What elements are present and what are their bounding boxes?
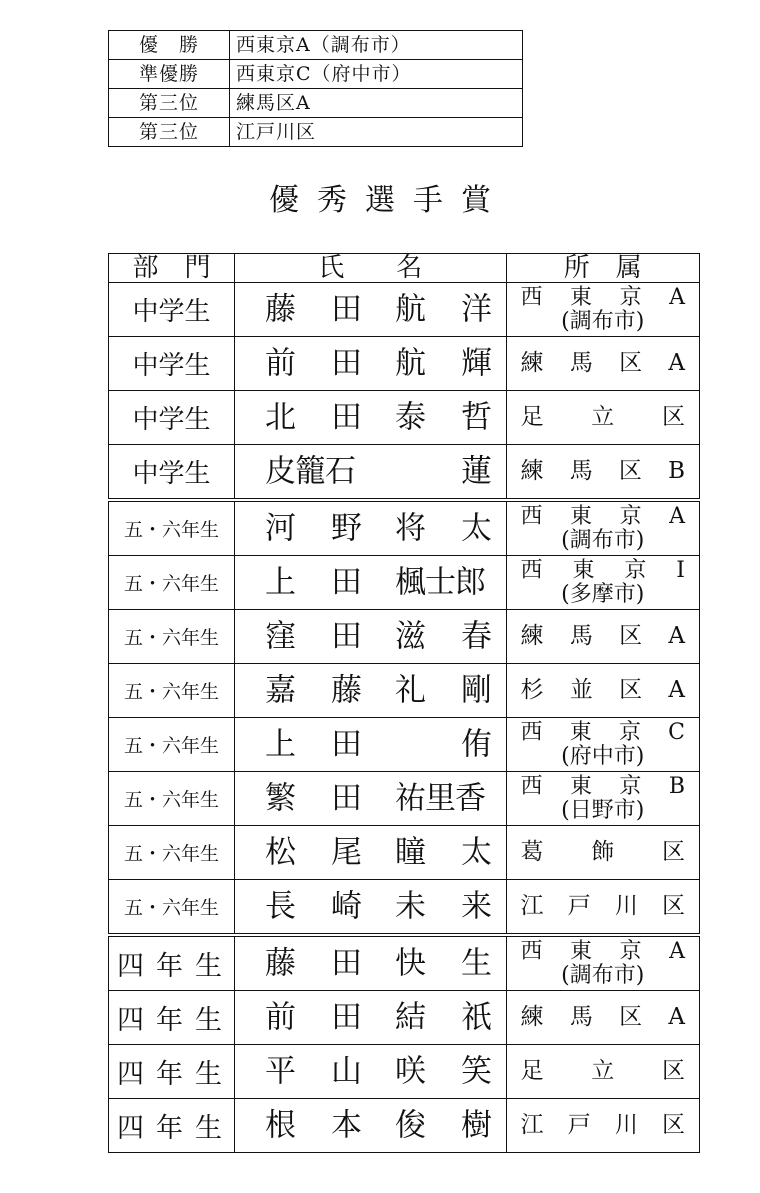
name-cell: [235, 935, 507, 991]
affiliation-cell: [506, 935, 699, 991]
division-cell: 五・六年生: [109, 610, 235, 664]
name-part: 快: [395, 945, 426, 981]
name-part: 太: [461, 834, 492, 870]
name-part: 松: [265, 834, 296, 870]
name-cell: [235, 664, 507, 718]
results-table: [108, 30, 523, 147]
name-part: 繁: [265, 780, 296, 816]
award-row: [109, 718, 700, 772]
division-cell: 五・六年生: [109, 880, 235, 936]
name-part: 長: [265, 888, 296, 924]
affiliation-cell: 葛飾区: [506, 826, 699, 880]
affiliation-cell: [506, 556, 699, 610]
affiliation-cell: 練馬区A: [506, 337, 699, 391]
award-row: [109, 1099, 700, 1153]
name-part: 祐里香: [395, 780, 485, 816]
affiliation-line2: (調布市): [561, 308, 645, 334]
name-part: 航: [395, 291, 426, 327]
name-cell: [235, 391, 507, 445]
affiliation-line1: 西東京A: [520, 939, 685, 965]
award-title: 優秀選手賞: [269, 183, 509, 218]
division-cell: 中学生: [109, 283, 235, 337]
affiliation-cell: 足立区: [506, 391, 699, 445]
name-cell: [235, 826, 507, 880]
division-cell: 中学生: [109, 391, 235, 445]
name-part: 航: [395, 345, 426, 381]
name-part: 崎: [331, 888, 362, 924]
affiliation-header: 所 属: [506, 254, 699, 283]
affiliation-line2: (調布市): [561, 962, 645, 988]
name-part: 笑: [461, 1053, 492, 1089]
name-part: 咲: [395, 1053, 426, 1089]
division-cell: 五・六年生: [109, 772, 235, 826]
name-part: 尾: [331, 834, 362, 870]
division-cell: 五・六年生: [109, 664, 235, 718]
results-row: [109, 60, 523, 89]
name-part: 田: [331, 291, 362, 327]
name-header: 氏 名: [235, 254, 507, 283]
division-cell: 四年生: [109, 1045, 235, 1099]
name-part: 礼: [395, 672, 426, 708]
award-row: [109, 337, 700, 391]
name-part: 嘉: [265, 672, 296, 708]
name-part: 輝: [461, 345, 492, 381]
name-part: 田: [331, 345, 362, 381]
name-cell: [235, 610, 507, 664]
name-cell: [235, 1045, 507, 1099]
name-part: 田: [331, 399, 362, 435]
name-cell: [235, 718, 507, 772]
name-part: 前: [265, 999, 296, 1035]
team-cell: 西東京A（調布市）: [230, 31, 523, 60]
name-part: 泰: [395, 399, 426, 435]
name-cell: [235, 283, 507, 337]
award-row: [109, 283, 700, 337]
awards-table: [108, 253, 700, 1153]
name-cell: [235, 1099, 507, 1153]
affiliation-line2: (多摩市): [561, 581, 645, 607]
division-cell: 中学生: [109, 337, 235, 391]
name-part: 剛: [461, 672, 492, 708]
name-part: 藤: [265, 291, 296, 327]
affiliation-cell: 杉並区A: [506, 664, 699, 718]
name-part: 平: [265, 1053, 296, 1089]
award-row: [109, 935, 700, 991]
rank-cell: 第三位: [109, 118, 230, 147]
name-part: 洋: [461, 291, 492, 327]
name-part: 皮籠石: [265, 453, 355, 489]
award-row: [109, 991, 700, 1045]
name-part: 未: [395, 888, 426, 924]
division-cell: 中学生: [109, 445, 235, 501]
division-header: 部 門: [109, 254, 235, 283]
name-part: 藤: [331, 672, 362, 708]
name-cell: [235, 556, 507, 610]
affiliation-line2: (調布市): [561, 527, 645, 553]
affiliation-line1: 西東京I: [520, 558, 685, 584]
affiliation-cell: 練馬区A: [506, 991, 699, 1045]
name-part: 将: [395, 510, 426, 546]
name-part: 田: [331, 726, 362, 762]
affiliation-cell: 江戸川区: [506, 880, 699, 936]
affiliation-line1: 西東京A: [520, 285, 685, 311]
name-cell: [235, 991, 507, 1045]
name-part: 来: [461, 888, 492, 924]
results-row: [109, 89, 523, 118]
results-row: [109, 31, 523, 60]
name-cell: [235, 445, 507, 501]
awards-body: [109, 283, 700, 1153]
rank-cell: 準優勝: [109, 60, 230, 89]
name-part: 祇: [461, 999, 492, 1035]
affiliation-cell: 江戸川区: [506, 1099, 699, 1153]
team-cell: 江戸川区: [230, 118, 523, 147]
award-row: [109, 445, 700, 501]
name-part: 春: [461, 618, 492, 654]
name-part: 滋: [395, 618, 426, 654]
division-cell: 五・六年生: [109, 718, 235, 772]
name-part: 本: [331, 1107, 362, 1143]
name-part: 根: [265, 1107, 296, 1143]
name-part: 侑: [461, 726, 492, 762]
affiliation-cell: 練馬区B: [506, 445, 699, 501]
name-cell: [235, 880, 507, 936]
name-cell: [235, 772, 507, 826]
name-part: 樹: [461, 1107, 492, 1143]
affiliation-cell: 足立区: [506, 1045, 699, 1099]
name-part: 蓮: [461, 453, 492, 489]
rank-cell: 優 勝: [109, 31, 230, 60]
name-part: 田: [331, 564, 362, 600]
name-part: 田: [331, 780, 362, 816]
name-part: 窪: [265, 618, 296, 654]
name-part: 河: [265, 510, 296, 546]
name-part: 瞳: [395, 834, 426, 870]
award-row: [109, 391, 700, 445]
affiliation-cell: [506, 283, 699, 337]
division-cell: 四年生: [109, 935, 235, 991]
name-part: 太: [461, 510, 492, 546]
name-part: 藤: [265, 945, 296, 981]
division-cell: 四年生: [109, 991, 235, 1045]
award-row: [109, 610, 700, 664]
affiliation-cell: [506, 718, 699, 772]
award-row: [109, 826, 700, 880]
team-cell: 西東京C（府中市）: [230, 60, 523, 89]
division-cell: 五・六年生: [109, 556, 235, 610]
results-row: [109, 118, 523, 147]
rank-cell: 第三位: [109, 89, 230, 118]
name-part: 田: [331, 999, 362, 1035]
name-part: 楓士郎: [395, 564, 485, 600]
affiliation-cell: [506, 500, 699, 556]
awards-header-row: [109, 254, 700, 283]
team-cell: 練馬区A: [230, 89, 523, 118]
affiliation-line1: 西東京C: [520, 720, 685, 746]
division-cell: 五・六年生: [109, 826, 235, 880]
name-part: 田: [331, 945, 362, 981]
name-part: 俊: [395, 1107, 426, 1143]
name-part: 哲: [461, 399, 492, 435]
affiliation-line1: 西東京B: [520, 774, 685, 800]
division-cell: 五・六年生: [109, 500, 235, 556]
award-row: [109, 1045, 700, 1099]
name-part: 上: [265, 564, 296, 600]
name-part: 結: [395, 999, 426, 1035]
affiliation-line2: (日野市): [561, 797, 645, 823]
name-part: 前: [265, 345, 296, 381]
name-part: 田: [331, 618, 362, 654]
name-part: 北: [265, 399, 296, 435]
affiliation-line1: 西東京A: [520, 504, 685, 530]
affiliation-cell: 練馬区A: [506, 610, 699, 664]
name-part: 上: [265, 726, 296, 762]
division-cell: 四年生: [109, 1099, 235, 1153]
name-part: 野: [331, 510, 362, 546]
name-cell: [235, 500, 507, 556]
award-row: [109, 880, 700, 936]
name-cell: [235, 337, 507, 391]
award-row: [109, 500, 700, 556]
name-part: 生: [461, 945, 492, 981]
name-part: 山: [331, 1053, 362, 1089]
award-row: [109, 556, 700, 610]
affiliation-line2: (府中市): [561, 743, 645, 769]
award-row: [109, 772, 700, 826]
award-row: [109, 664, 700, 718]
affiliation-cell: [506, 772, 699, 826]
